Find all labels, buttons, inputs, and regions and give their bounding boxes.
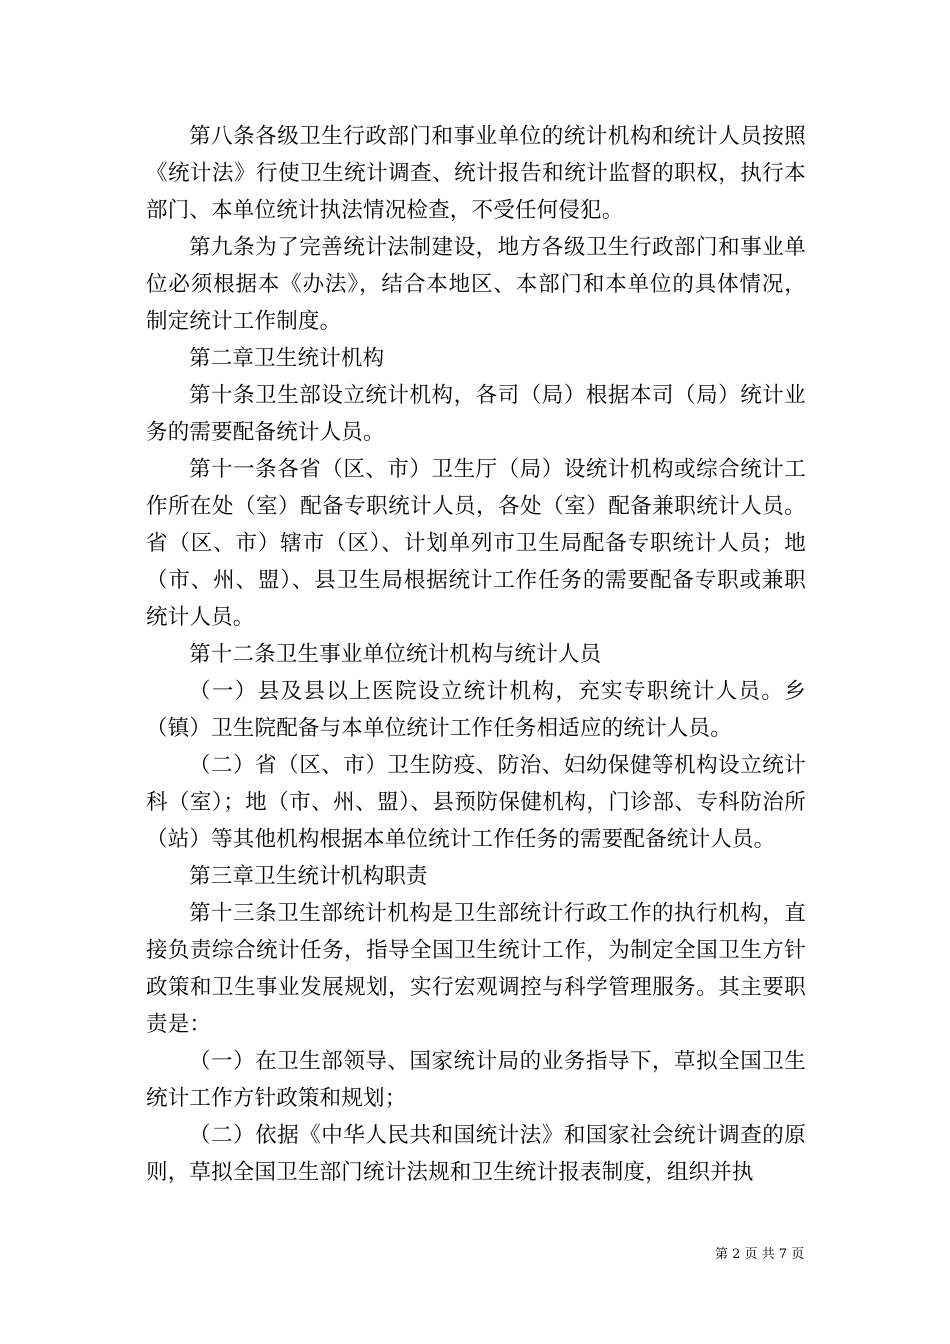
paragraph-article-13-item-2: （二）依据《中华人民共和国统计法》和国家社会统计调查的原则，草拟全国卫生部门统计法规和卫生统计报表制度，组织并执: [146, 1123, 806, 1185]
paragraph-article-13: 第十三条卫生部统计机构是卫生部统计行政工作的执行机构，直接负责综合统计任务，指导全国卫生统计工作，为制定全国卫生方针政策和卫生事业发展规划，实行宏观调控与科学管理服务。其主要职责是：: [146, 901, 806, 1037]
paragraph-article-8: 第八条各级卫生行政部门和事业单位的统计机构和统计人员按照《统计法》行使卫生统计调查、统计报告和统计监督的职权，执行本部门、本单位统计执法情况检查，不受任何侵犯。: [146, 124, 806, 223]
paragraph-article-12-item-2: （二）省（区、市）卫生防疫、防治、妇幼保健等机构设立统计科（室）；地（市、州、盟）、县预防保健机构，门诊部、专科防治所（站）等其他机构根据本单位统计工作任务的需要配备统计人员。: [146, 753, 806, 852]
paragraph-article-13-item-1: （一）在卫生部领导、国家统计局的业务指导下，草拟全国卫生统计工作方针政策和规划；: [146, 1049, 806, 1111]
paragraph-article-9: 第九条为了完善统计法制建设，地方各级卫生行政部门和事业单位必须根据本《办法》，结合本地区、本部门和本单位的具体情况，制定统计工作制度。: [146, 235, 806, 334]
paragraph-article-12-item-1: （一）县及县以上医院设立统计机构，充实专职统计人员。乡（镇）卫生院配备与本单位统计工作任务相适应的统计人员。: [146, 679, 806, 741]
document-body: [146, 118, 806, 1191]
paragraph-article-10: 第十条卫生部设立统计机构，各司（局）根据本司（局）统计业务的需要配备统计人员。: [146, 383, 806, 445]
paragraph-article-11: 第十一条各省（区、市）卫生厅（局）设统计机构或综合统计工作所在处（室）配备专职统计人员，各处（室）配备兼职统计人员。省（区、市）辖市（区）、计划单列市卫生局配备专职统计人员；地（市、州、盟）、县卫生局根据统计工作任务的需要配备专职或兼职统计人员。: [146, 457, 806, 630]
paragraph-article-12-title: 第十二条卫生事业单位统计机构与统计人员: [189, 642, 602, 667]
chapter-heading-3: 第三章卫生统计机构职责: [189, 864, 428, 889]
chapter-heading-2: 第二章卫生统计机构: [189, 346, 385, 371]
page-number-indicator: 第 2 页 共 7 页: [715, 1247, 805, 1262]
